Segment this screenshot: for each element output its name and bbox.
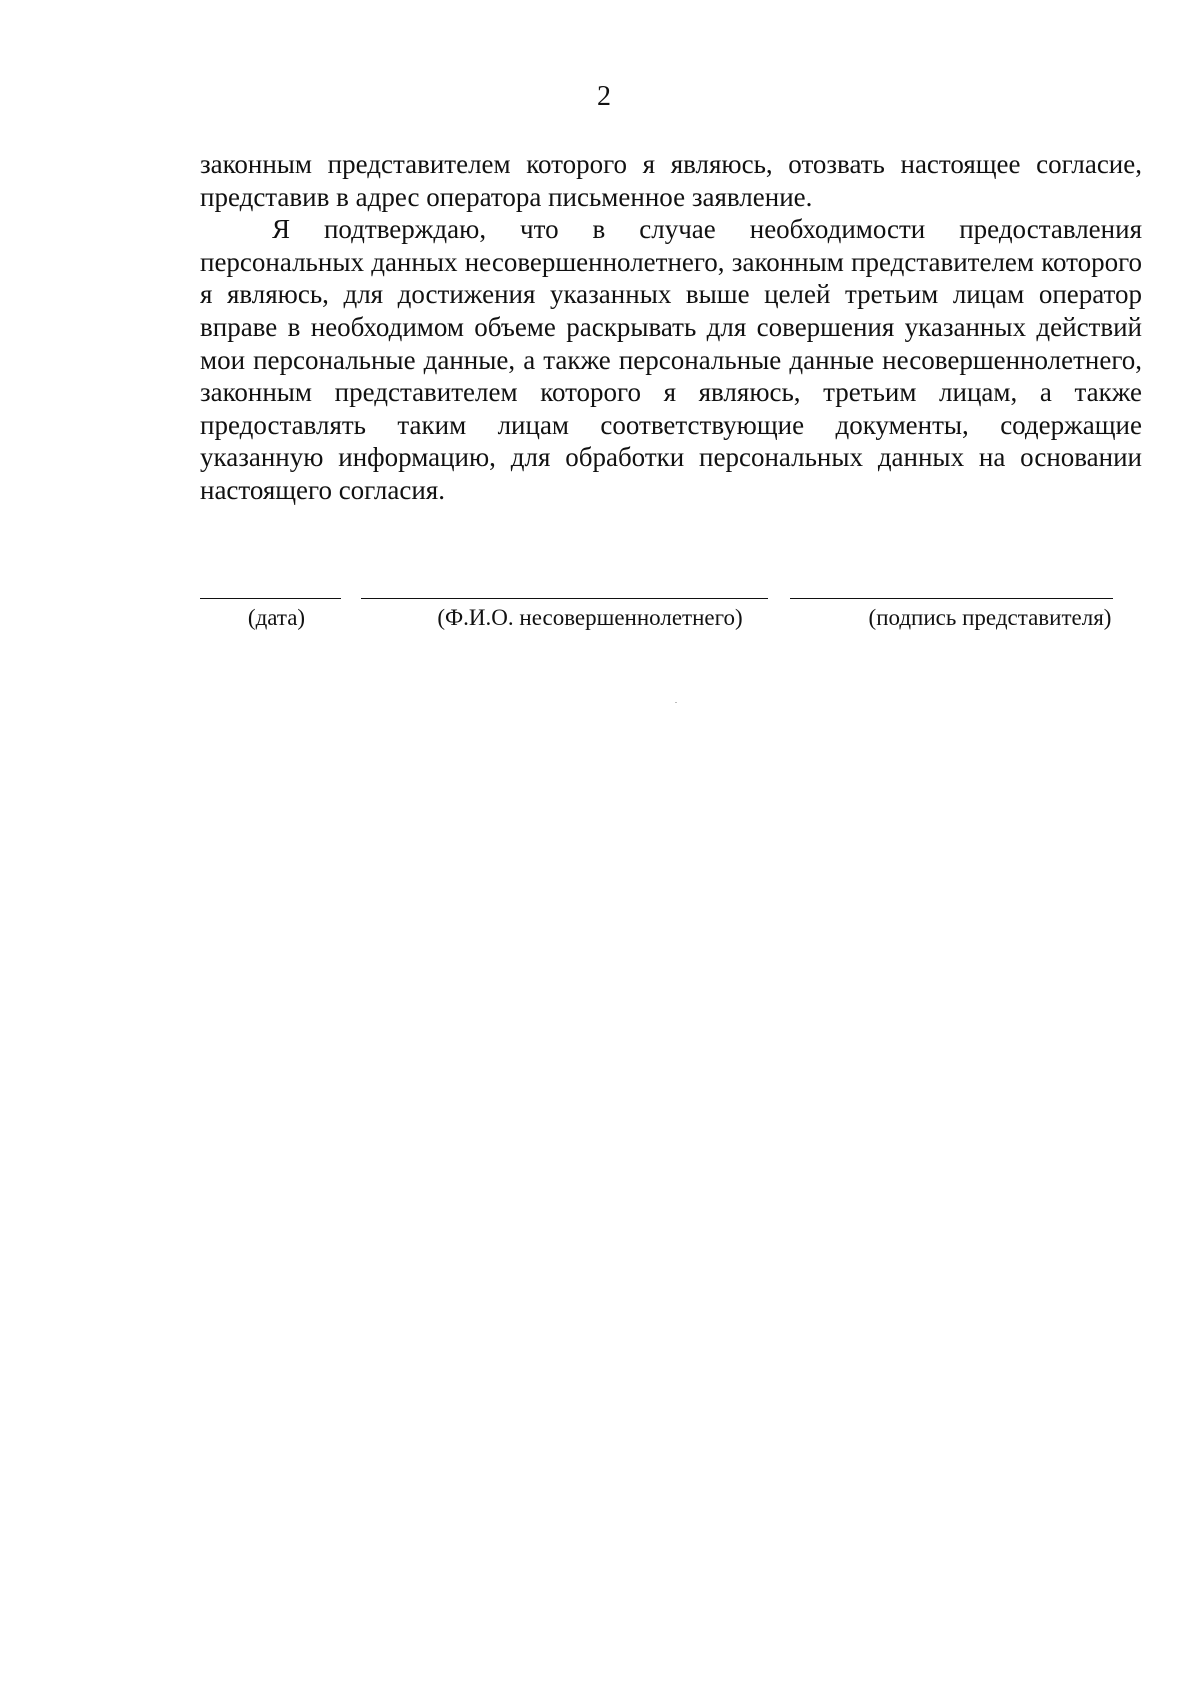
signature-label: (подпись представителя) bbox=[868, 605, 1112, 630]
name-line bbox=[361, 598, 768, 599]
paragraph-confirmation: Я подтверждаю, что в случае необходимости предоставления персональных данных несовершеннолетнего, законным представителем которого я являюсь, для достижения указанных выше целей третьим лицам оператор вправе в необходимом объеме раскрывать для совершения указанных действий мои персональные данные, а также персональные данные несовершеннолетнего, законным представителем которого я являюсь, третьим лицам, а также предоставлять таким лицам соответствующие документы, содержащие указанную информацию, для обработки персональных данных на основании настоящего согласия. bbox=[200, 214, 1142, 505]
date-line bbox=[200, 598, 341, 599]
document-body bbox=[200, 148, 1142, 507]
signature-block bbox=[0, 598, 1200, 638]
name-label: (Ф.И.О. несовершеннолетнего) bbox=[437, 605, 743, 630]
date-label: (дата) bbox=[247, 605, 306, 630]
paragraph-continuation: законным представителем которого я являюсь, отозвать настоящее согласие, представив в адрес оператора письменное заявление. bbox=[200, 149, 1142, 212]
scan-speck bbox=[675, 702, 677, 703]
page-number: 2 bbox=[597, 81, 611, 112]
signature-line bbox=[790, 598, 1113, 599]
